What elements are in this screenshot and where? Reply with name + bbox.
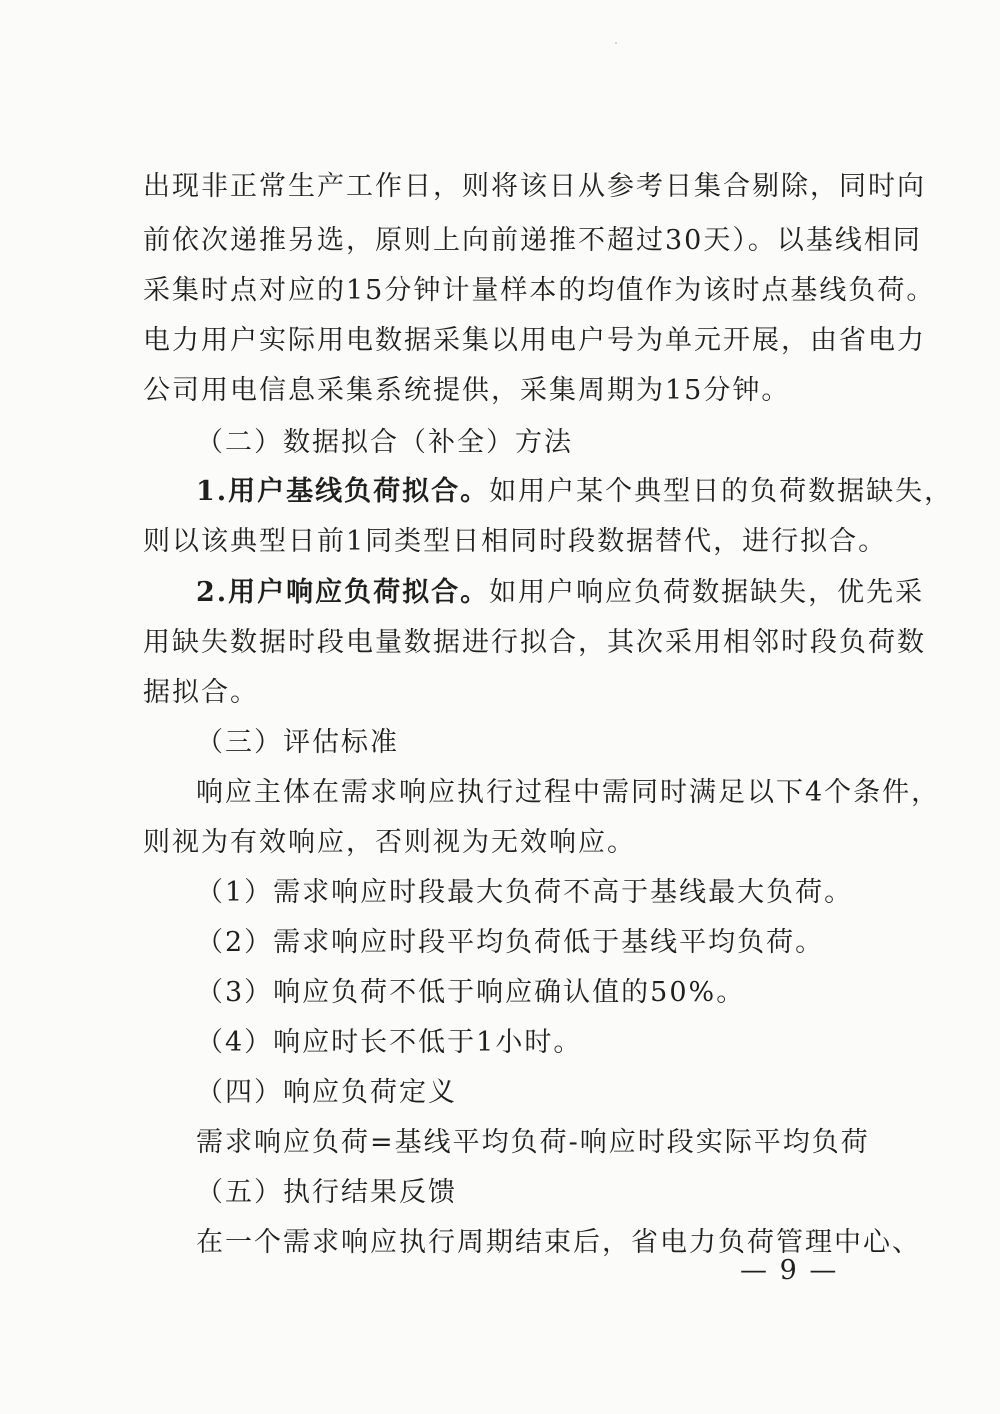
paragraph-line: 电力用户实际用电数据采集以用电户号为单元开展，由省电力	[143, 325, 926, 356]
paragraph-line: 则以该典型日前1同类型日相同时段数据替代，进行拟合。	[143, 526, 888, 557]
section-heading: （二）数据拟合（补全）方法	[196, 427, 573, 458]
paragraph-line: 出现非正常生产工作日，则将该日从参考日集合剔除，同时向	[143, 171, 926, 202]
section-heading: （三）评估标准	[196, 727, 399, 758]
subsection-paragraph	[196, 573, 924, 613]
formula-line: 需求响应负荷=基线平均负荷-响应时段实际平均负荷	[196, 1127, 870, 1158]
paragraph-line: 公司用电信息采集系统提供，采集周期为15分钟。	[143, 375, 791, 406]
paragraph-line: 前依次递推另选，原则上向前递推不超过30天）。以基线相同	[143, 225, 922, 256]
paragraph-line: 据拟合。	[143, 677, 259, 708]
scan-speck	[615, 42, 617, 44]
subsection-title: 2.用户响应负荷拟合。	[196, 577, 490, 608]
subsection-title: 1.用户基线负荷拟合。	[196, 476, 490, 507]
list-item: （4）响应时长不低于1小时。	[196, 1027, 583, 1058]
paragraph-line: 在一个需求响应执行周期结束后，省电力负荷管理中心、	[196, 1227, 921, 1258]
paragraph-text: 如用户某个典型日的负荷数据缺失，	[489, 476, 954, 507]
paragraph-line: 响应主体在需求响应执行过程中需同时满足以下4个条件，	[196, 777, 941, 808]
section-heading: （五）执行结果反馈	[196, 1177, 457, 1208]
list-item: （2）需求响应时段平均负荷低于基线平均负荷。	[196, 927, 825, 958]
paragraph-text: 如用户响应负荷数据缺失，优先采	[489, 577, 925, 608]
list-item: （1）需求响应时段最大负荷不高于基线最大负荷。	[196, 877, 854, 908]
paragraph-line: 用缺失数据时段电量数据进行拟合，其次采用相邻时段负荷数	[143, 627, 926, 658]
section-heading: （四）响应负荷定义	[196, 1077, 457, 1108]
list-item: （3）响应负荷不低于响应确认值的50%。	[196, 977, 746, 1008]
subsection-paragraph	[196, 472, 953, 512]
paragraph-line: 采集时点对应的15分钟计量样本的均值作为该时点基线负荷。	[143, 275, 936, 306]
paragraph-line: 则视为有效响应，否则视为无效响应。	[143, 827, 636, 858]
page-number: — 9 —	[740, 1255, 839, 1286]
